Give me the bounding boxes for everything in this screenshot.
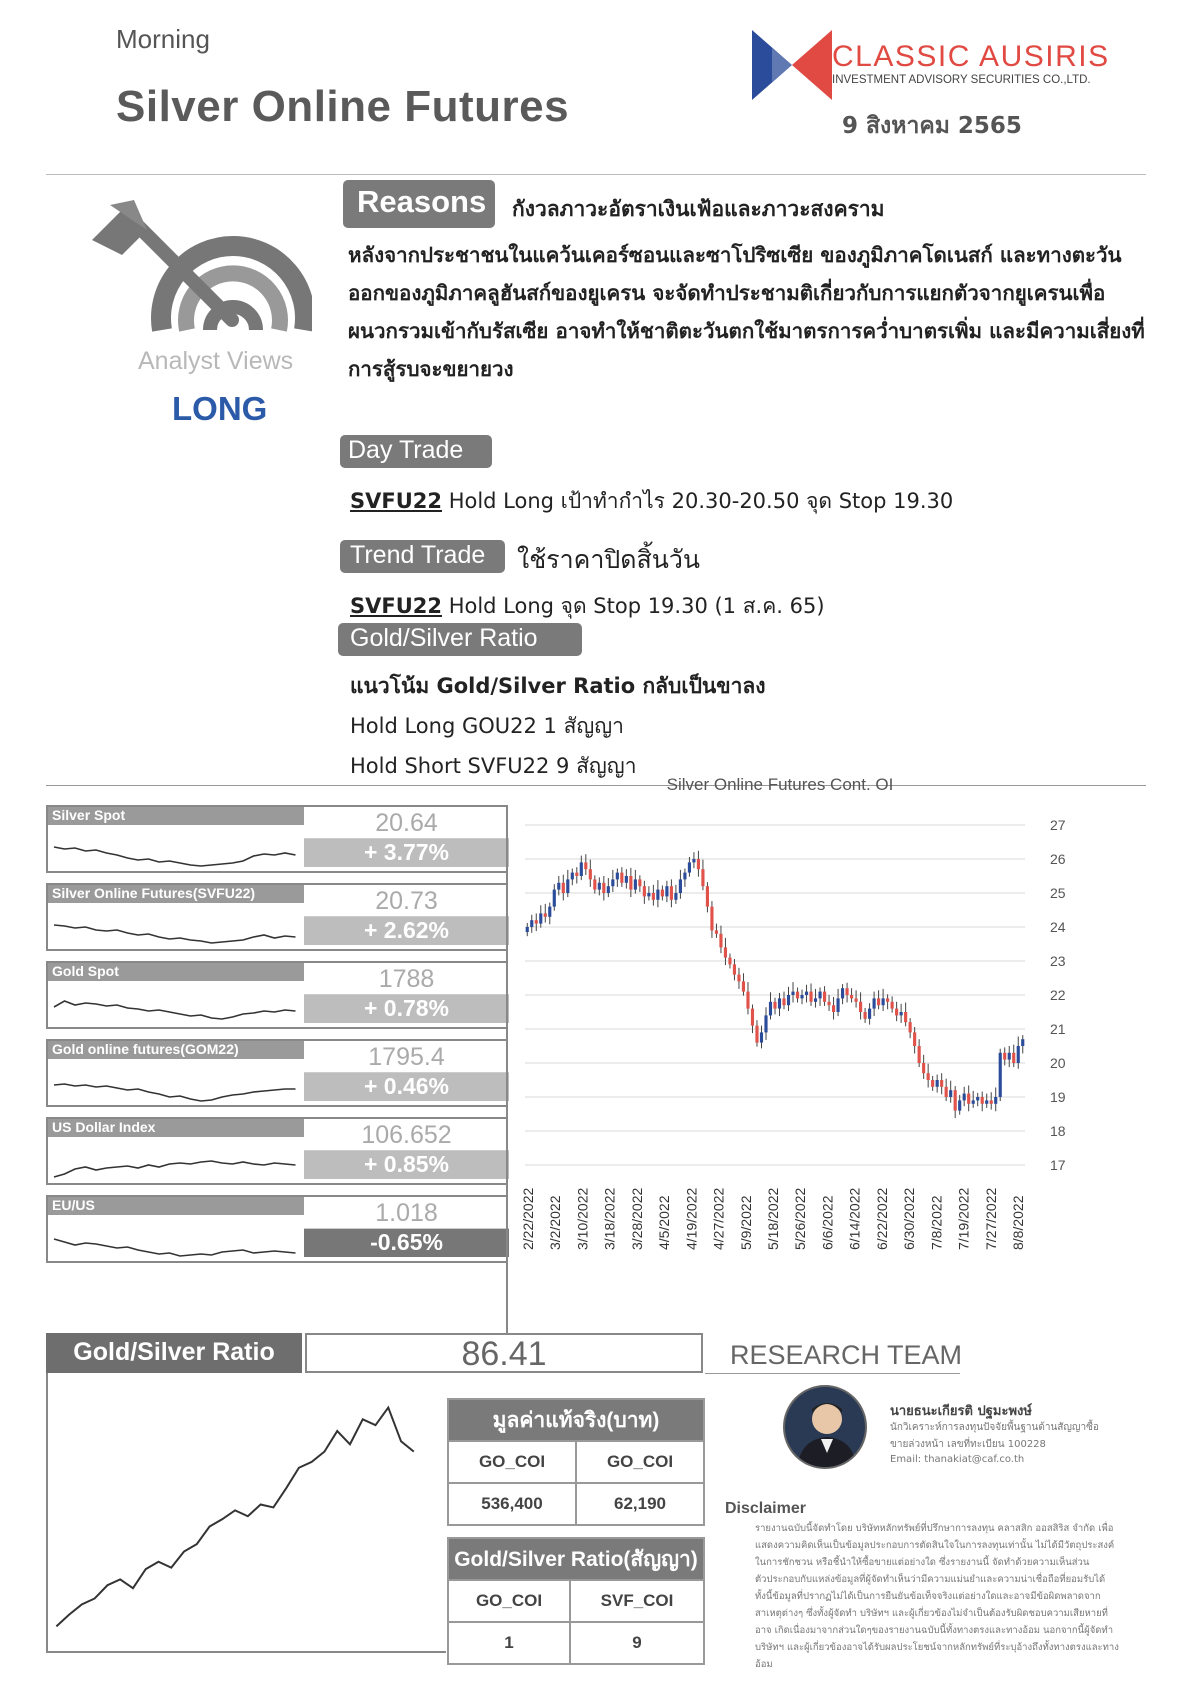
fair-value-table [447,1398,705,1526]
x-tick-label: 5/9/2022 [737,1195,754,1250]
x-tick-label: 3/2/2022 [547,1195,564,1250]
candle-body [827,1002,830,1005]
candle-body [954,1090,957,1110]
candle-body [1012,1053,1015,1063]
sparkline-path [54,925,296,943]
sparkline-path [54,847,296,866]
candle-body [773,1002,776,1009]
candle-body [661,890,664,897]
sparkline-path [54,1161,296,1177]
gold-silver-pill: Gold/Silver Ratio [338,623,582,656]
market-change: -0.65% [304,1229,509,1257]
market-sparkline [50,1137,304,1183]
x-tick-label: 6/14/2022 [846,1187,863,1250]
candle-body [850,995,853,998]
candle-body [963,1094,966,1101]
candle-body [985,1100,988,1103]
y-tick-label: 17 [1050,1157,1066,1173]
candle-body [674,893,677,900]
candle-body [936,1080,939,1087]
market-name: Silver Online Futures(SVFU22) [48,885,304,903]
sparkline-path [54,1001,296,1019]
candle-body [904,1012,907,1022]
market-name: Silver Spot [48,807,304,825]
fair-value-header: มูลค่าแท้จริง(บาท) [448,1399,704,1441]
analyst-role: นักวิเคราะห์การลงทุนปัจจัยพื้นฐานด้านสัญญาซื้อ [890,1422,1099,1433]
ratio-contract-cell: 1 [448,1622,570,1664]
candle-body [990,1100,993,1103]
ratio-contract-col: SVF_COI [570,1580,704,1622]
market-name: Gold Spot [48,963,304,981]
x-tick-label: 5/18/2022 [765,1187,781,1250]
fair-value-col: GO_COI [576,1441,704,1483]
reasons-headline: กังวลภาวะอัตราเงินเฟ้อและภาวะสงคราม [512,197,885,221]
candle-body [548,907,551,917]
y-tick-label: 25 [1050,885,1066,901]
candle-body [922,1063,925,1073]
trend-trade-text: Hold Long จุด Stop 19.30 (1 ส.ค. 65) [448,594,825,618]
candle-body [688,862,691,872]
x-tick-label: 7/19/2022 [955,1187,972,1250]
x-tick-label: 7/27/2022 [982,1187,999,1250]
x-tick-label: 4/5/2022 [656,1195,673,1250]
y-tick-label: 21 [1050,1021,1066,1037]
candle-body [778,998,781,1008]
market-sparkline [50,825,304,871]
candle-body [602,883,605,893]
market-value: 20.64 [304,809,509,839]
trend-trade-recommendation [350,590,825,623]
candle-body [836,998,839,1012]
candle-body [814,998,817,1001]
candle-body [891,1002,894,1009]
candle-body [823,992,826,1002]
x-tick-label: 3/28/2022 [628,1187,645,1250]
market-value: 106.652 [304,1121,509,1151]
y-tick-label: 24 [1050,919,1066,935]
market-name: US Dollar Index [48,1119,304,1137]
candle-body [841,988,844,998]
market-box [46,1117,507,1185]
fair-value-col: GO_COI [448,1441,576,1483]
candle-body [945,1087,948,1097]
x-tick-label: 4/19/2022 [683,1187,700,1250]
candle-body [607,886,610,893]
candle-body [566,879,569,893]
candle-body [940,1080,943,1087]
candle-body [999,1053,1002,1097]
candle-body [724,947,727,957]
report-title: Silver Online Futures [116,82,570,131]
candle-body [535,920,538,923]
candle-body [927,1073,930,1080]
candle-body [710,907,713,931]
header-divider [46,174,1146,175]
disclaimer-body: รายงานฉบับนี้จัดทำโดย บริษัทหลักทรัพย์ที่ปรึกษาการลงทุน คลาสสิก ออสสิริส จำกัด เพื่อแสดงความคิดเห็นเป็นข้อมูลประกอบการตัดสินใจในการลงทุนเท่านั้น ไม่ได้มีวัตถุประสงค์ในการชักชวน หรือชี้นำให้ซื้อขายแต่อย่างใด ซึ่งรายงานนี้ จัดทำด้วยความเห็นส่วนตัวประกอบกับแหล่งข้อมูลที่ผู้จัดทำเห็นว่ามีความแม่นยำและความน่าเชื่อถือที่ยอมรับได้ ทั้งนี้ข้อมูลที่ปรากฏไม่ได้เป็นการยืนยันข้อเท็จจริงแต่อย่างใดและอาจมีข้อผิดพลาดจากสาเหตุต่างๆ ซึ่งทั้งผู้จัดทำ บริษัทฯ และผู้เกี่ยวข้องไม่จำเป็นต้องรับผิดชอบความเสียหายที่อาจ เกิดเนื่องมาจากส่วนใดๆของรายงานฉบับนี้ทั้งทางตรงและทางอ้อม นอกจากนี้ผู้จัดทำ บริษัทฯ และผู้เกี่ยวข้องอาจได้รับผลประโยชน์จากหลักทรัพย์ที่ระบุอ้างถึงทั้งทางตรงและทางอ้อม [755,1523,1119,1670]
candle-body [643,886,646,896]
candle-body [616,873,619,880]
y-tick-label: 18 [1050,1123,1066,1139]
market-sparkline [50,1215,304,1261]
candle-body [683,873,686,880]
candle-body [895,1009,898,1016]
candle-body [818,992,821,999]
day-trade-recommendation [350,485,953,518]
market-value: 1795.4 [304,1043,509,1073]
candle-body [787,995,790,1005]
candle-body [900,1012,903,1015]
candle-body [742,981,745,991]
market-change: + 2.62% [304,917,509,945]
x-tick-label: 7/8/2022 [928,1195,945,1250]
candle-body [782,998,785,1005]
day-trade-text: Hold Long เป้าทำกำไร 20.30-20.50 จุด Stop 19.30 [448,489,954,513]
candle-body [679,879,682,893]
candle-body [1017,1046,1020,1063]
market-value: 1788 [304,965,509,995]
candle-body [715,930,718,933]
candle-body [859,1002,862,1012]
x-tick-label: 4/27/2022 [710,1187,727,1250]
y-tick-label: 23 [1050,953,1066,969]
candle-body [692,859,695,862]
candle-body [976,1097,979,1100]
sparkline-path [54,1239,296,1256]
trend-trade-note: ใช้ราคาปิดสิ้นวัน [517,545,700,574]
candle-body [584,862,587,869]
chart-title: Silver Online Futures Cont. OI [666,775,894,794]
candle-body [958,1100,961,1110]
candle-body [967,1094,970,1104]
x-tick-label: 6/6/2022 [819,1195,836,1250]
reasons-pill: Reasons [343,180,495,228]
market-change: + 3.77% [304,839,509,867]
reasons-body: หลังจากประชาชนในแคว้นเคอร์ซอนและซาโปริซเซีย ของภูมิภาคโดเนสก์ และทางตะวันออกของภูมิภาคลูฮันสก์ของยูเครน จะจัดทำประชามติเกี่ยวกับการแยกตัวจากยูเครนเพื่อผนวกรวมเข้ากับรัสเซีย อาจทำให้ชาติตะวันตกใช้มาตรการคว่ำบาตรเพิ่ม และมีความเสี่ยงที่การสู้รบจะขยายวง [348,243,1145,381]
report-date: 9 สิงหาคม 2565 [842,113,1022,139]
section-divider [46,785,1146,786]
market-sparkline [50,903,304,949]
candle-body [697,859,700,869]
market-change: + 0.46% [304,1073,509,1101]
candle-body [553,890,556,907]
research-underline [705,1373,960,1374]
x-tick-label: 8/8/2022 [1010,1195,1026,1250]
candle-body [882,998,885,1005]
candle-body [652,893,655,900]
research-team-title: RESEARCH TEAM [730,1340,963,1370]
ratio-contract-col: GO_COI [448,1580,570,1622]
ratio-contract-table [447,1537,705,1665]
candle-body [845,988,848,995]
candle-body [760,1032,763,1042]
day-trade-pill: Day Trade [340,435,492,468]
silver-candlestick-chart [520,775,1140,1330]
candle-body [575,873,578,876]
ratio-contract-cell: 9 [570,1622,704,1664]
candle-body [526,927,529,932]
candle-body [539,913,542,923]
gold-silver-short: Hold Short SVFU22 9 สัญญา [350,754,637,778]
market-column-divider [506,805,508,1335]
trend-trade-pill: Trend Trade [340,540,505,573]
candle-body [701,869,704,886]
candle-body [611,879,614,886]
market-box [46,1039,507,1107]
market-box [46,805,507,873]
market-sparkline [50,981,304,1027]
candle-body [571,873,574,880]
y-tick-label: 26 [1050,851,1066,867]
candle-body [877,998,880,1005]
candle-body [656,890,659,900]
candle-body [809,992,812,1002]
candle-body [544,913,547,916]
candle-body [769,1002,772,1016]
analyst-email: Email: thanakiat@caf.co.th [890,1454,1025,1465]
candle-body [918,1046,921,1063]
candle-body [755,1026,758,1043]
candle-body [580,862,583,876]
candle-body [909,1022,912,1032]
trend-trade-symbol: SVFU22 [350,594,442,618]
candle-body [620,873,623,883]
market-name: EU/US [48,1197,304,1215]
candle-body [629,876,632,890]
market-value: 1.018 [304,1199,509,1229]
avatar [783,1385,867,1469]
analyst-name: นายธนะเกียรติ ปฐมะพงษ์ [890,1404,1032,1419]
candle-body [737,975,740,982]
candle-body [868,1009,871,1019]
candle-body [634,879,637,889]
candle-body [751,1009,754,1026]
ratio-line-chart [46,1373,446,1653]
candle-body [791,992,794,995]
market-value: 20.73 [304,887,509,917]
report-kicker: Morning [116,24,210,54]
company-name: CLASSIC AUSIRIS [832,40,1110,73]
x-tick-label: 3/10/2022 [574,1187,591,1250]
candle-body [796,992,799,999]
candle-body [647,893,650,896]
y-tick-label: 19 [1050,1089,1066,1105]
day-trade-symbol: SVFU22 [350,489,442,513]
market-box [46,1195,507,1263]
ratio-label: Gold/Silver Ratio [46,1333,302,1373]
disclaimer-title: Disclaimer [725,1500,806,1517]
gold-silver-long: Hold Long GOU22 1 สัญญา [350,714,624,738]
candle-body [706,886,709,906]
candle-body [981,1097,984,1104]
sparkline-path [54,1084,296,1101]
candle-body [949,1090,952,1097]
candle-body [638,879,641,886]
candle-body [832,1005,835,1012]
candle-body [665,886,668,896]
candle-body [886,998,889,1001]
candle-body [805,992,808,995]
candle-body [670,886,673,900]
fair-value-cell: 62,190 [576,1483,704,1525]
market-change: + 0.78% [304,995,509,1023]
candle-body [719,934,722,948]
x-tick-label: 5/26/2022 [792,1187,809,1250]
candle-body [800,995,803,998]
analyst-license: ขายล่วงหน้า เลขที่ทะเบียน 100228 [890,1439,1046,1450]
candle-body [972,1100,975,1103]
market-change: + 0.85% [304,1151,509,1179]
x-tick-label: 6/22/2022 [873,1187,890,1250]
candle-body [589,869,592,879]
candle-body [733,964,736,974]
x-tick-label: 2/22/2022 [520,1187,536,1250]
candle-body [873,998,876,1008]
candle-body [855,998,858,1001]
y-tick-label: 20 [1050,1055,1066,1071]
candle-body [598,883,601,890]
ratio-contract-header: Gold/Silver Ratio(สัญญา) [448,1538,704,1580]
gold-silver-trend: แนวโน้ม Gold/Silver Ratio กลับเป็นขาลง [350,674,766,698]
candle-body [1003,1053,1006,1060]
candle-body [562,883,565,893]
candle-body [1008,1053,1011,1060]
market-box [46,961,507,1029]
x-tick-label: 3/18/2022 [601,1187,618,1250]
candle-body [557,883,560,890]
candle-body [728,958,731,965]
ratio-value: 86.41 [305,1333,703,1373]
x-tick-label: 6/30/2022 [901,1187,918,1250]
analyst-stance: LONG [172,390,268,427]
market-sparkline [50,1059,304,1105]
candle-body [593,879,596,889]
candle-body [746,992,749,1009]
company-subtitle: INVESTMENT ADVISORY SECURITIES CO.,LTD. [832,74,1091,86]
candle-body [625,876,628,883]
market-box [46,883,507,951]
ratio-line [56,1408,413,1627]
candle-body [913,1032,916,1046]
target-arrow-icon [92,200,312,350]
candle-body [931,1080,934,1087]
candle-body [764,1015,767,1032]
candle-body [994,1097,997,1104]
candle-body [530,920,533,927]
y-tick-label: 22 [1050,987,1066,1003]
y-tick-label: 27 [1050,817,1066,833]
candle-body [1021,1039,1024,1046]
fair-value-cell: 536,400 [448,1483,576,1525]
analyst-views-label: Analyst Views [138,347,294,375]
market-name: Gold online futures(GOM22) [48,1041,304,1059]
candle-body [864,1012,867,1019]
